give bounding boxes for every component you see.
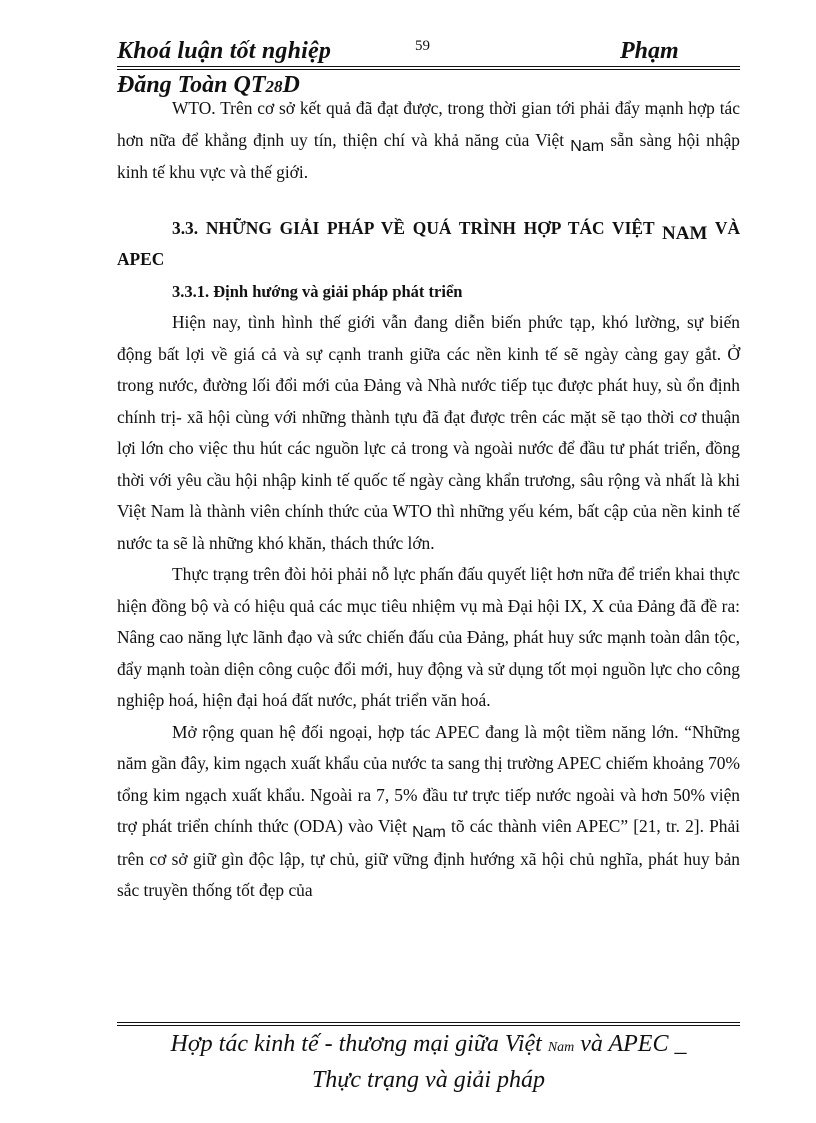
paragraph-2: Hiện nay, tình hình thế giới vẫn đang diễn biến phức tạp, khó lường, sự biến động bất lợi về giá cả và sự cạnh tranh giữa các nền kinh tế sẽ ngày càng gay gắt. Ở trong nước, đường lối đổi mới của Đảng và Nhà nước tiếp tục được phát huy, sù ổn định chính trị- xã hội cùng với những thành tựu đã đạt được trên các mặt sẽ tạo thời cơ thuận lợi lớn cho việc thu hút các nguồn lực cả trong và ngoài nước để đầu tư phát triển, đồng thời với yêu cầu hội nhập kinh tế quốc tế ngày càng khẩn trương, sâu rộng và nhất là khi Việt Nam là thành viên chính thức của WTO thì những yếu kém, bất cập của nền kinh tế nước ta sẽ là những khó khăn, thách thức lớn. [117,312,740,553]
header-author-class-number: 28 [265,77,283,96]
footer-line-1 [117,1028,740,1064]
header-author-class-suffix: D [282,72,300,98]
page-number: 59 [415,38,430,54]
paragraph-1-nam: Nam [570,137,605,155]
paragraph-4-nam: Nam [412,824,446,841]
header-rule-top [117,66,740,67]
footer-line-2: Thực trạng và giải pháp [311,1067,546,1093]
header-author-name: Đăng Toàn QT [117,72,266,98]
footer-rule-top [117,1022,740,1023]
paragraph-1 [117,93,740,189]
body-text [117,93,740,907]
footer [117,1028,740,1096]
section-heading [117,213,740,276]
footer-nam: Nam [547,1040,575,1055]
footer-line-1-part-b: và APEC _ [574,1031,687,1057]
header-title-left: Khoá luận tốt nghiệp [117,38,332,64]
subsection-heading: 3.3.1. Định hướng và giải pháp phát triển [172,281,463,301]
paragraph-1-part-b: sẵn sàng hội nhập kinh tế khu vực và thế giới. [117,129,740,182]
paragraph-4-part-a: Mở rộng quan hệ đối ngoại, hợp tác APEC đang là một tiềm năng lớn. “Những năm gần đây, kim ngạch xuất khẩu của nước ta sang thị trường APEC chiếm khoảng 70% tổng kim ngạch xuất khẩu. Ngoài ra 7, 5% đầu tư trực tiếp nước ngoài và hơn 50% viện trợ phát triển chính thức (ODA) vào Việt [117,721,740,836]
header-rule-bottom [117,69,740,70]
paragraph-3: Thực trạng trên đòi hỏi phải nỗ lực phấn đấu quyết liệt hơn nữa để triển khai thực hiện đồng bộ và có hiệu quả các mục tiêu nhiệm vụ mà Đại hội IX, X của Đảng đã đề ra: Nâng cao năng lực lãnh đạo và sức chiến đấu của Đảng, phát huy sức mạnh toàn dân tộc, đẩy mạnh toàn diện công cuộc đổi mới, huy động và sử dụng tốt mọi nguồn lực cho công nghiệp hoá, hiện đại hoá đất nước, phát triển văn hoá. [117,564,740,710]
header-title-right: Phạm [620,38,679,64]
section-heading-nam: NAM [662,222,708,244]
footer-rule-bottom [117,1025,740,1026]
section-heading-part-b: VÀ APEC [117,217,740,269]
paragraph-1-part-a: WTO. Trên cơ sở kết quả đã đạt được, trong thời gian tới phải đẩy mạnh hợp tác hơn nữa để khẳng định uy tín, thiện chí và khả năng của Việt [117,98,740,150]
paragraph-4 [117,717,740,907]
footer-line-1-part-a: Hợp tác kinh tế - thương mại giữa Việt [170,1031,548,1057]
section-heading-part-a: 3.3. NHỮNG GIẢI PHÁP VỀ QUÁ TRÌNH HỢP TÁC VIỆT [172,217,663,238]
paragraph-4-part-b: tõ các thành viên APEC” [21, tr. 2]. Phải trên cơ sở giữ gìn độc lập, tự chủ, giữ vững định hướng xã hội chủ nghĩa, phát huy bản sắc truyền thống tốt đẹp của [117,816,740,900]
